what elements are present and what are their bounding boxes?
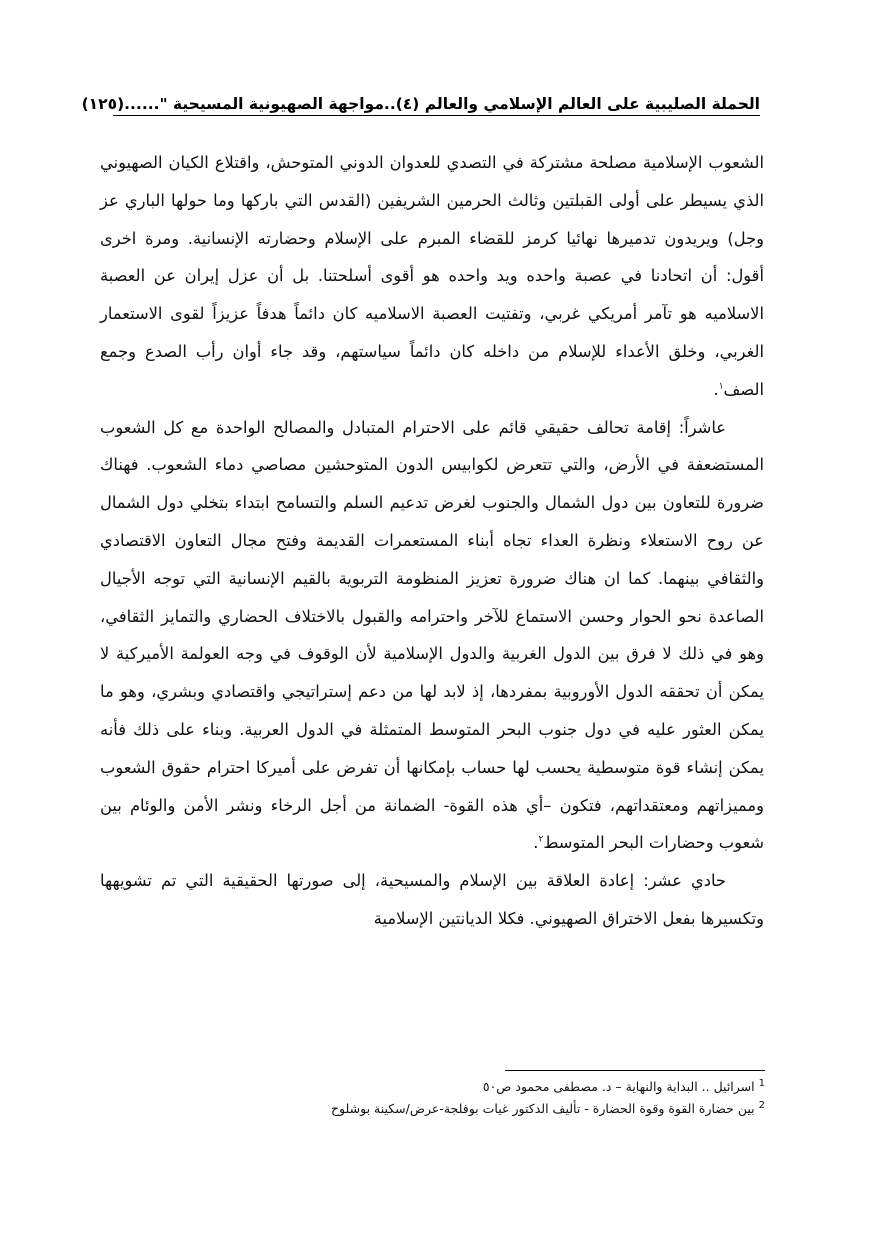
paragraph — [100, 409, 764, 863]
page-number: (١٢٥) — [81, 95, 125, 113]
footnote-number: 1 — [758, 1077, 765, 1089]
running-header — [81, 86, 760, 116]
paragraph — [100, 144, 764, 409]
paragraph-text: الشعوب الإسلامية مصلحة مشتركة في التصدي للعدوان الدوني المتوحش، واقتلاع الكيان الصهيوني الذي يسيطر على أولى القبلتين وثالث الحرمين الشريفين (القدس التي باركها وما حولها الباري عز وجل) ويريدون تدميرها نهائيا كرمز للقضاء المبرم على الإسلام وحضارته الإنسانية. ومرة اخرى أقول: أن اتحادنا في عصبة واحده ويد واحده هو أقوى أسلحتنا. بل أن عزل إيران عن العصبة الاسلاميه هو تآمر أمريكي غربي، وتفتيت العصبة الاسلاميه كان دائماً هدفاً عزيزاً لقوى الاستعمار الغربي، وخلق الأعداء للإسلام من داخله كان دائماً سياستهم، وقد جاء أوان رأب الصدع وجمع الصف — [100, 153, 764, 399]
body-text — [100, 144, 764, 938]
paragraph-text: حادي عشر: إعادة العلاقة بين الإسلام والمسيحية، إلى صورتها الحقيقية التي تم تشويهها وتكسيرها بفعل الاختراق الصهيوني. فكلا الديانتين الإسلامية — [100, 871, 764, 928]
header-title: الحملة الصليبية على العالم الإسلامي والعالم (٤)..مواجهة الصهيونية المسيحية "...... — [124, 95, 760, 113]
footnote-separator — [505, 1070, 765, 1071]
footnotes — [200, 1076, 765, 1120]
footnote-item — [200, 1076, 765, 1098]
footnote-item — [200, 1098, 765, 1120]
footnote-number: 2 — [758, 1099, 765, 1111]
paragraph-end: . — [533, 833, 539, 853]
footnote-text: اسرائيل .. البداية والنهاية – د. مصطفى محمود ص٥٠ — [482, 1079, 755, 1094]
paragraph-text: عاشراً: إقامة تحالف حقيقي قائم على الاحترام المتبادل والمصالح الواحدة مع كل الشعوب المستضعفة في الأرض، والتي تتعرض لكوابيس الدون المتوحشين مصاصي دماء الشعوب. فهناك ضرورة للتعاون بين دول الشمال والجنوب لغرض تدعيم السلم والتسامح ابتداء بتخلي دول الشمال عن روح الاستعلاء ونظرة العداء تجاه أبناء المستعمرات القديمة وفتح مجال التعاون الاقتصادي والثقافي بينهما. كما ان هناك ضرورة تعزيز المنظومة التربوية بالقيم الإنسانية التي توجه الأجيال الصاعدة نحو الحوار وحسن الاستماع للآخر واحترامه والقبول بالاختلاف الحضاري والتمايز الثقافي، وهو في ذلك لا فرق بين الدول الغربية والدول الإسلامية لأن الوقوف في وجه العولمة الأميركية لا يمكن أن تحققه الدول الأوروبية بمفردها، إذ لابد لها من دعم إستراتيجي واقتصادي وبشري، وهو ما يمكن العثور عليه في دول جنوب البحر المتوسط المتمثلة في الدول العربية. وبناء على ذلك فأنه يمكن إنشاء قوة متوسطية يحسب لها حساب بإمكانها أن تفرض على أميركا احترام حقوق الشعوب ومميزاتهم ومعتقداتهم، فتكون –أي هذه القوة- الضمانة من أجل الرخاء ونشر الأمن والوئام بين شعوب وحضارات البحر المتوسط — [100, 417, 764, 853]
paragraph — [100, 862, 764, 938]
footnote-text: بين حضارة القوة وقوة الحضارة - تأليف الدكتور غيات بوفلجة-عرض/سكينة بوشلوح — [330, 1101, 755, 1116]
paragraph-end: . — [713, 379, 719, 399]
footnote-reference[interactable]: ٢ — [538, 834, 544, 845]
footnote-reference[interactable]: ١ — [718, 381, 724, 392]
